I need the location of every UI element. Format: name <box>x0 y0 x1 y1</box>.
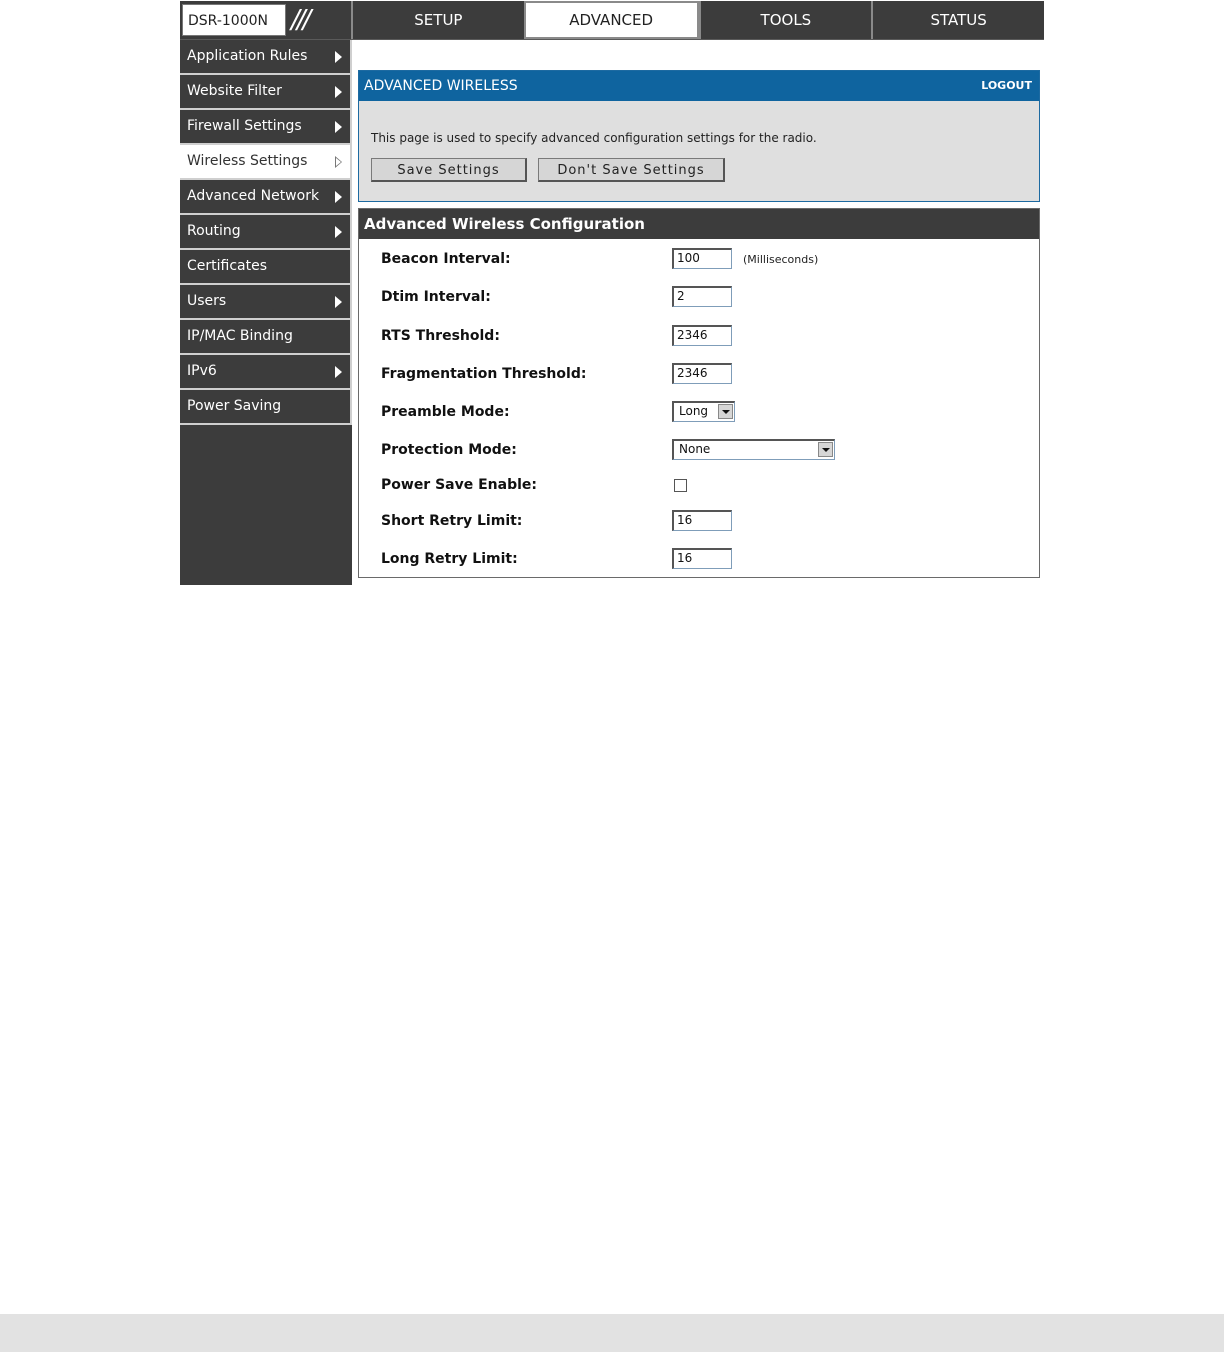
sidebar-item-advanced-network[interactable] <box>180 180 352 215</box>
sidebar-item-label: Routing <box>187 223 241 239</box>
beacon-interval-input[interactable]: 100 <box>672 248 732 269</box>
page-title: ADVANCED WIRELESS <box>364 78 518 94</box>
beacon-interval-unit: (Milliseconds) <box>743 253 819 266</box>
preamble-mode-select[interactable] <box>672 401 735 422</box>
protection-mode-value: None <box>679 442 711 456</box>
chevron-right-icon <box>335 121 342 133</box>
sidebar-item-website-filter[interactable] <box>180 75 352 110</box>
chevron-right-icon <box>335 51 342 63</box>
sidebar-item-label: Users <box>187 293 227 309</box>
sidebar-item-firewall-settings[interactable] <box>180 110 352 145</box>
sidebar-item-label: Certificates <box>187 258 268 274</box>
sidebar-item-label: Wireless Settings <box>187 153 308 169</box>
advanced-wireless-panel <box>358 70 1040 202</box>
tab-tools[interactable]: TOOLS <box>699 1 872 39</box>
sidebar-item-routing[interactable] <box>180 215 352 250</box>
chevron-down-icon <box>718 404 733 419</box>
page-description: This page is used to specify advanced configuration settings for the radio. <box>371 131 817 145</box>
sidebar-item-application-rules[interactable] <box>180 40 352 75</box>
power-save-enable-label: Power Save Enable: <box>381 477 538 493</box>
sidebar-item-ipv6[interactable] <box>180 355 352 390</box>
main-tabs <box>351 1 1044 39</box>
top-nav-bar <box>180 1 1044 40</box>
beacon-interval-label: Beacon Interval: <box>381 251 511 267</box>
sidebar-item-label: IP/MAC Binding <box>187 328 293 344</box>
tab-setup[interactable]: SETUP <box>351 1 524 39</box>
preamble-mode-label: Preamble Mode: <box>381 404 510 420</box>
chevron-right-icon <box>335 296 342 308</box>
panel-header <box>359 71 1039 101</box>
rts-threshold-input[interactable]: 2346 <box>672 325 732 346</box>
chevron-down-icon <box>818 442 833 457</box>
sidebar <box>180 40 352 585</box>
sidebar-item-label: Advanced Network <box>187 188 320 204</box>
model-area <box>180 1 350 39</box>
dont-save-settings-button[interactable]: Don't Save Settings <box>538 158 725 182</box>
long-retry-limit-input[interactable]: 16 <box>672 548 732 569</box>
long-retry-limit-label: Long Retry Limit: <box>381 551 518 567</box>
sidebar-item-wireless-settings[interactable] <box>180 145 352 180</box>
power-save-enable-checkbox[interactable] <box>674 479 687 492</box>
chevron-right-icon <box>335 366 342 378</box>
protection-mode-label: Protection Mode: <box>381 442 517 458</box>
tab-advanced[interactable]: ADVANCED <box>524 1 699 39</box>
short-retry-limit-input[interactable]: 16 <box>672 510 732 531</box>
dtim-interval-input[interactable]: 2 <box>672 286 732 307</box>
fragmentation-threshold-label: Fragmentation Threshold: <box>381 366 587 382</box>
sidebar-item-label: Website Filter <box>187 83 282 99</box>
sidebar-item-label: Power Saving <box>187 398 282 414</box>
sidebar-item-users[interactable] <box>180 285 352 320</box>
fragmentation-threshold-input[interactable]: 2346 <box>672 363 732 384</box>
short-retry-limit-label: Short Retry Limit: <box>381 513 523 529</box>
chevron-right-icon <box>335 86 342 98</box>
sidebar-item-label: IPv6 <box>187 363 217 379</box>
tab-status[interactable]: STATUS <box>871 1 1044 39</box>
slash-logo-icon: /// <box>291 5 309 35</box>
save-settings-button[interactable]: Save Settings <box>371 158 527 182</box>
sidebar-item-ip-mac-binding[interactable] <box>180 320 352 355</box>
config-section-title: Advanced Wireless Configuration <box>359 209 1039 239</box>
advanced-wireless-configuration-panel <box>358 208 1040 578</box>
sidebar-item-label: Application Rules <box>187 48 308 64</box>
logout-link[interactable]: LOGOUT <box>981 79 1032 92</box>
chevron-right-icon <box>335 191 342 203</box>
rts-threshold-label: RTS Threshold: <box>381 328 500 344</box>
sidebar-item-label: Firewall Settings <box>187 118 302 134</box>
chevron-right-icon <box>335 156 342 168</box>
preamble-mode-value: Long <box>679 404 709 418</box>
protection-mode-select[interactable] <box>672 439 835 460</box>
sidebar-item-power-saving[interactable] <box>180 390 352 425</box>
model-name: DSR-1000N <box>182 4 286 36</box>
sidebar-item-certificates[interactable] <box>180 250 352 285</box>
dtim-interval-label: Dtim Interval: <box>381 289 491 305</box>
footer-strip <box>0 1314 1224 1352</box>
chevron-right-icon <box>335 226 342 238</box>
